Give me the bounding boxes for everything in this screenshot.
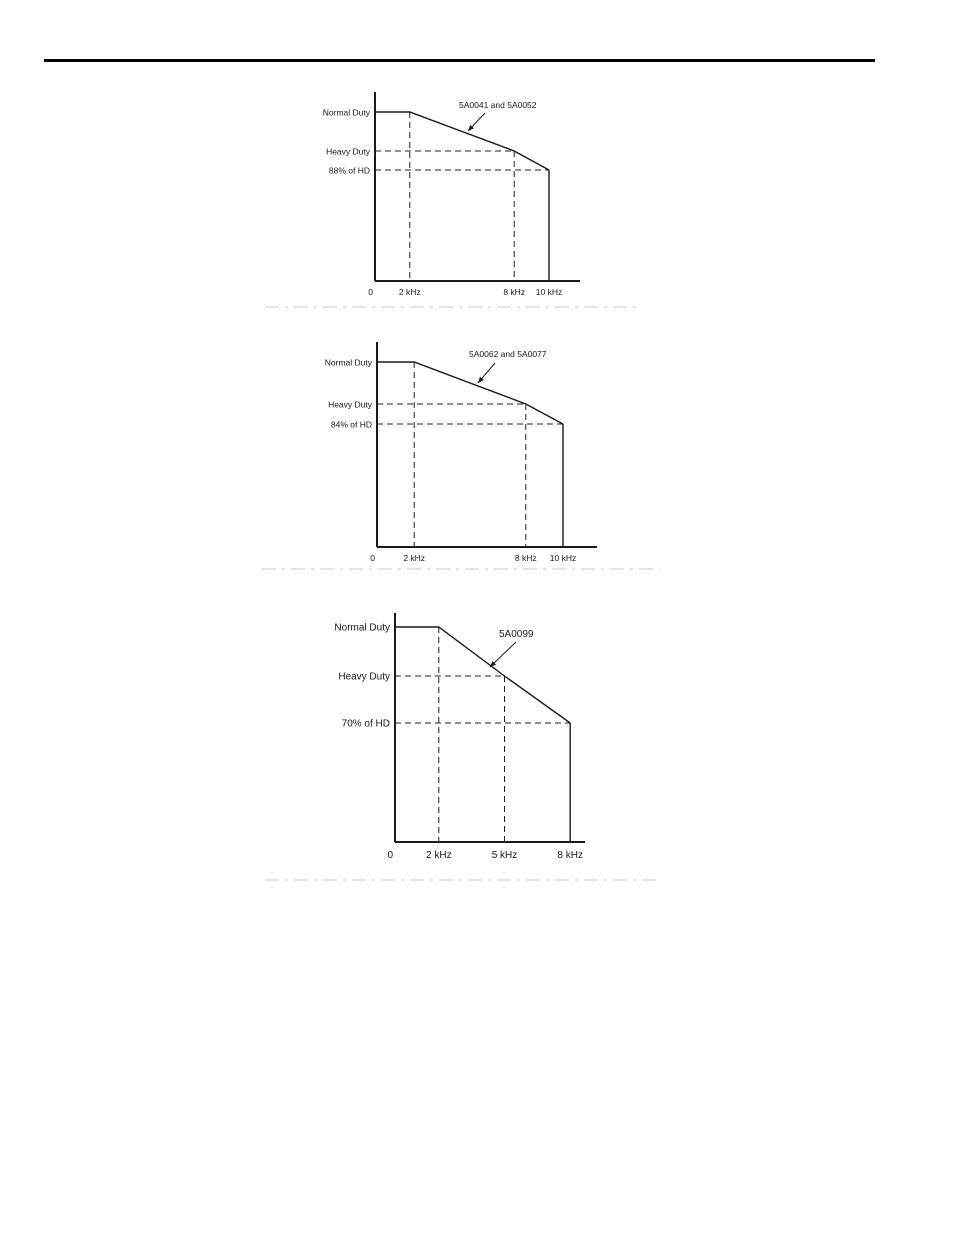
x-tick-label: 10 kHz [535,287,563,297]
x-tick-label: 0 [387,850,393,861]
y-tick-label: 88% of HD [328,165,370,176]
model-annotation: 5A0041 and 5A0052 [459,100,537,110]
y-tick-label: 70% of HD [341,718,390,730]
x-tick-label: 2 kHz [426,850,452,861]
x-tick-label: 2 kHz [398,287,421,297]
y-tick-label: Normal Duty [324,357,372,368]
x-tick-label: 8 kHz [514,553,537,563]
derating-chart-1 [0,90,954,315]
x-tick-label: 0 [368,287,373,297]
model-annotation: 5A0062 and 5A0077 [469,349,547,359]
y-tick-label: Heavy Duty [328,399,372,410]
y-tick-label: Normal Duty [334,622,390,634]
header-rule [44,59,875,62]
y-tick-label: Heavy Duty [338,671,390,683]
model-annotation: 5A0099 [499,629,534,640]
x-tick-label: 10 kHz [549,553,577,563]
y-tick-label: Heavy Duty [326,146,370,157]
derating-curve [375,112,549,170]
derating-curve [377,362,563,424]
y-tick-label: 84% of HD [330,419,372,430]
x-tick-label: 8 kHz [503,287,526,297]
derating-chart-3 [0,605,954,885]
x-tick-label: 5 kHz [491,850,518,861]
x-tick-label: 2 kHz [403,553,426,563]
x-tick-label: 8 kHz [557,850,583,861]
derating-chart-2 [0,340,954,575]
derating-curve [395,627,570,723]
x-tick-label: 0 [370,553,375,563]
y-tick-label: Normal Duty [322,107,370,118]
